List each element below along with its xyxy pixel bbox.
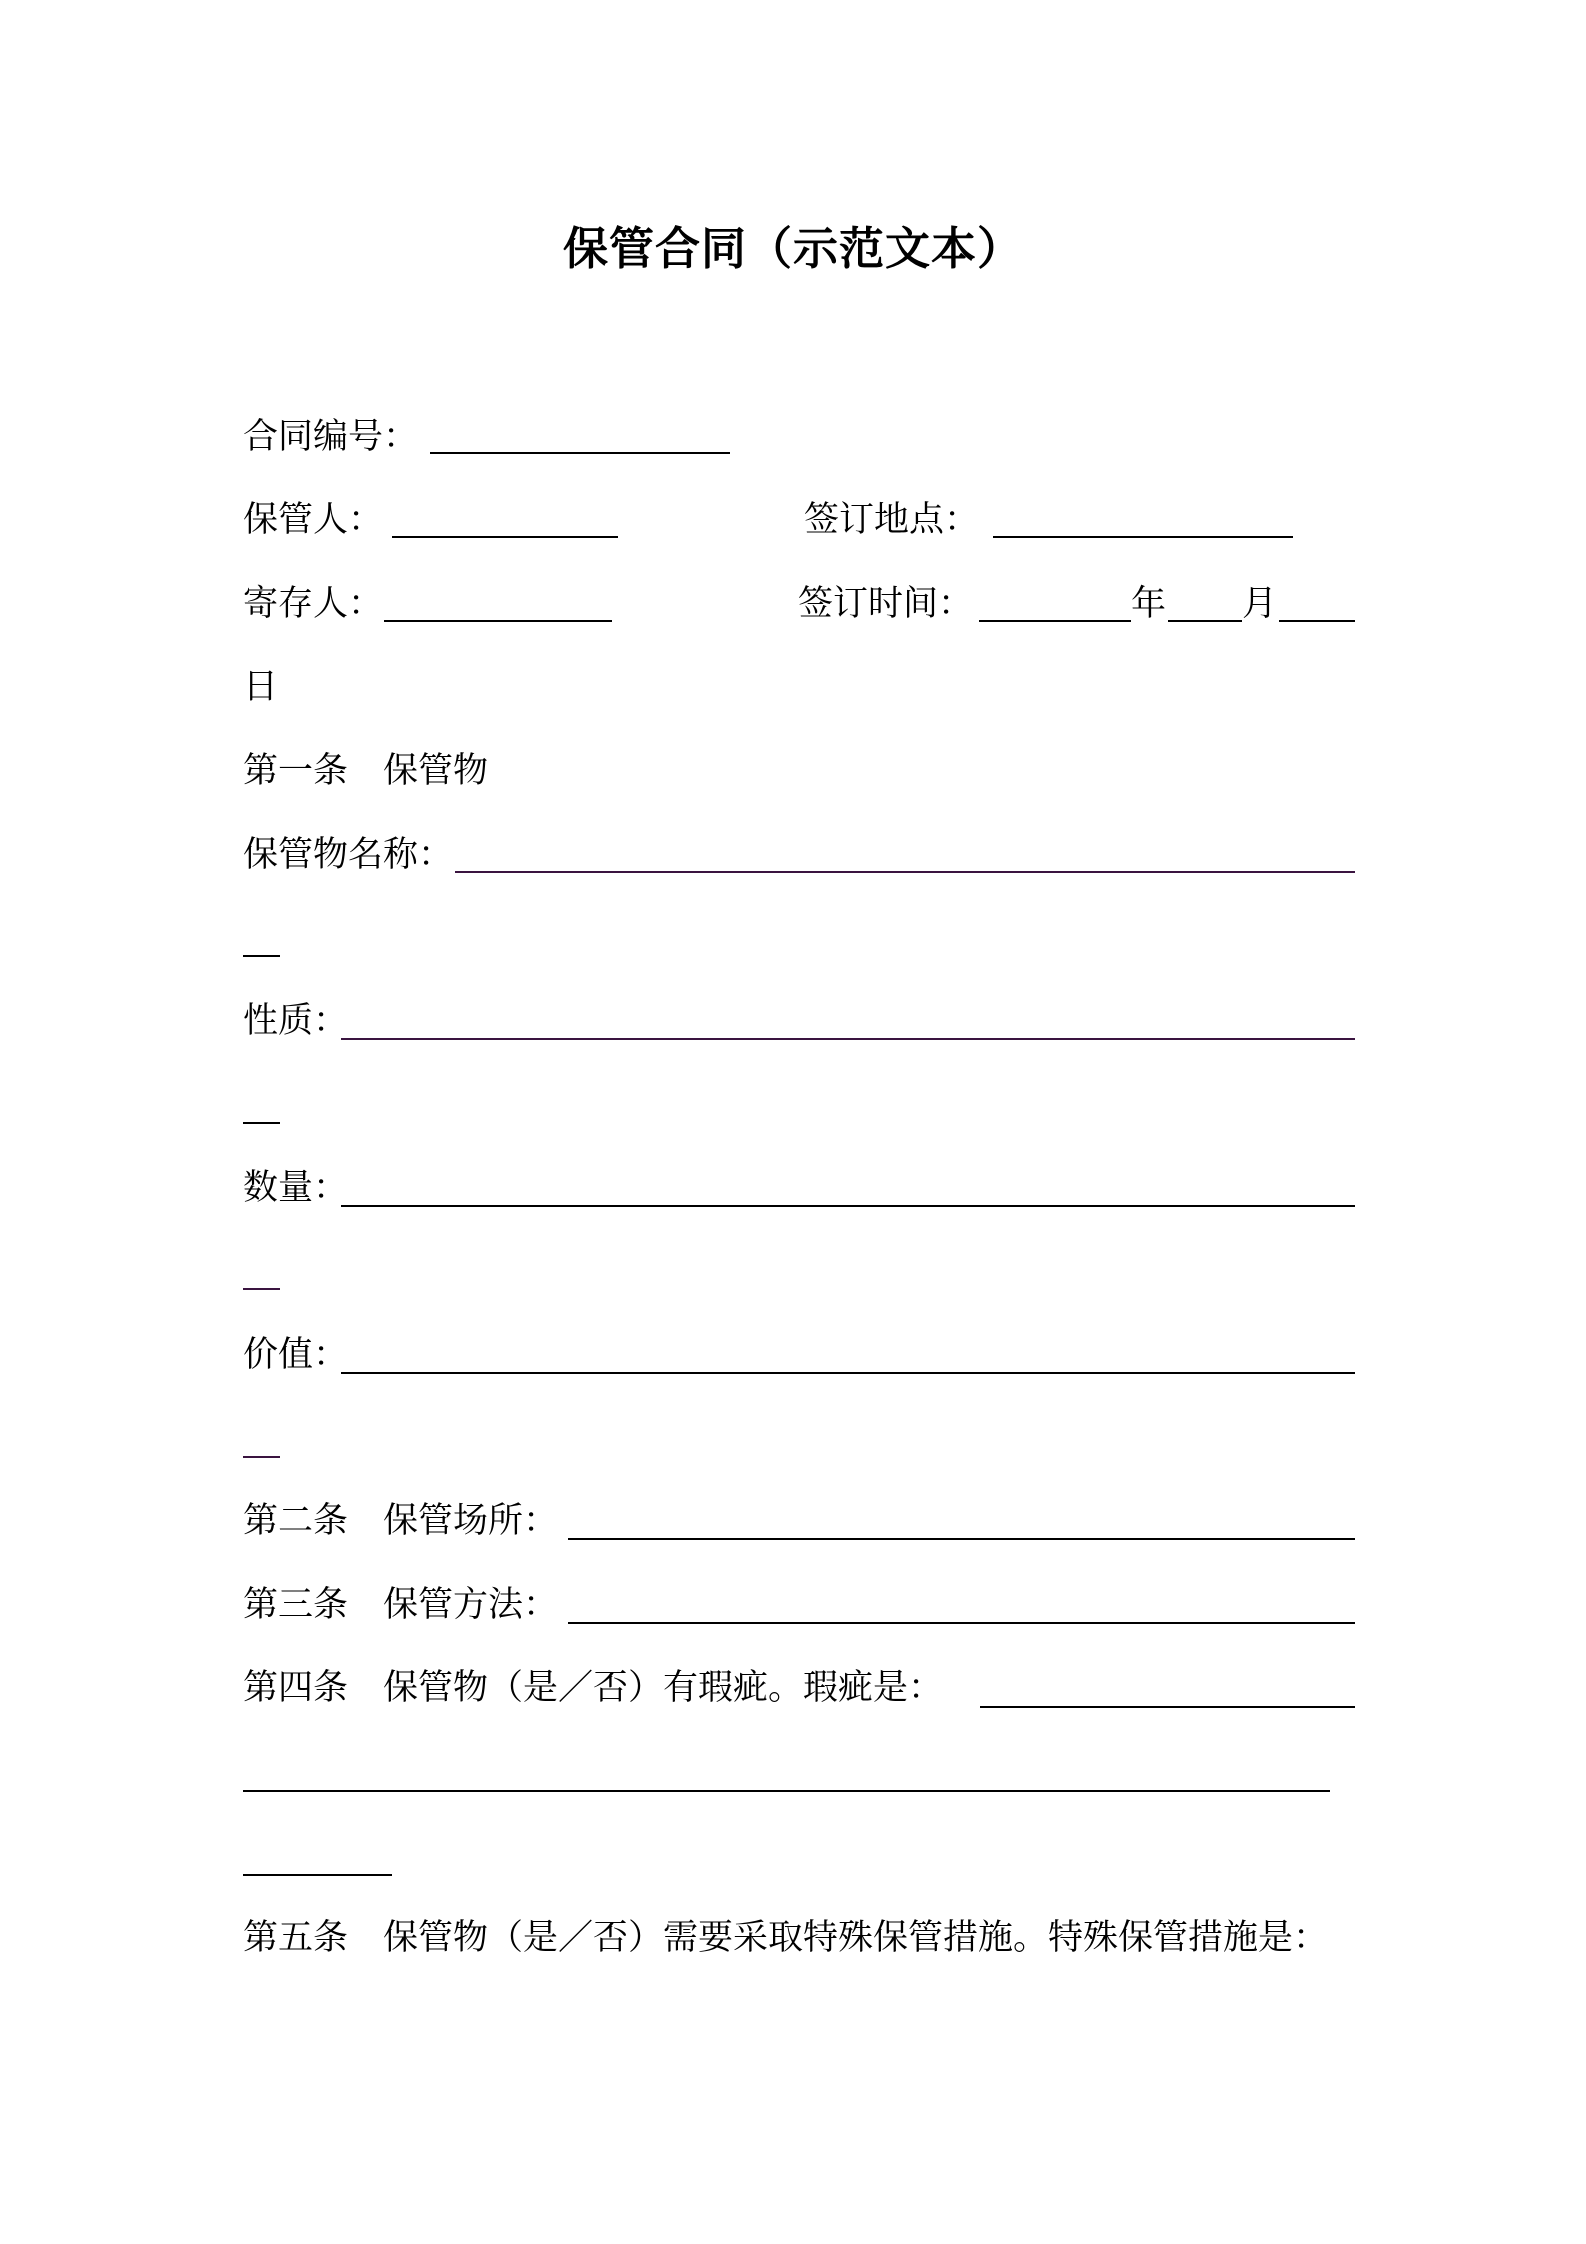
contract-no-field[interactable]	[430, 452, 730, 454]
value-field[interactable]	[341, 1372, 1355, 1374]
year-label: 年	[1131, 584, 1167, 624]
month-label: 月	[1242, 584, 1278, 624]
sign-day-field[interactable]	[1279, 620, 1355, 622]
nature-label: 性质：	[243, 1001, 349, 1041]
defect-field[interactable]	[980, 1706, 1355, 1708]
contract-no-label: 合同编号：	[243, 417, 419, 457]
custodian-label: 保管人：	[243, 500, 384, 540]
day-label: 日	[243, 667, 279, 707]
article3-heading: 第三条 保管方法：	[243, 1585, 559, 1625]
custodian-field[interactable]	[392, 536, 618, 538]
article2-heading: 第二条 保管场所：	[243, 1501, 559, 1541]
sign-place-field[interactable]	[993, 536, 1293, 538]
quantity-field[interactable]	[341, 1205, 1355, 1207]
item-name-field[interactable]	[455, 871, 1355, 873]
item-name-field-cont[interactable]	[243, 955, 280, 957]
sign-month-field[interactable]	[1168, 620, 1242, 622]
value-label: 价值：	[243, 1335, 349, 1375]
defect-field-line3[interactable]	[243, 1874, 392, 1876]
defect-field-line2[interactable]	[243, 1790, 1330, 1792]
depositor-label: 寄存人：	[243, 584, 384, 624]
quantity-label: 数量：	[243, 1168, 349, 1208]
page-title: 保管合同（示范文本）	[562, 222, 1023, 275]
quantity-field-cont[interactable]	[243, 1288, 280, 1290]
sign-place-label: 签订地点：	[804, 500, 980, 540]
value-field-cont[interactable]	[243, 1456, 280, 1458]
sign-time-label: 签订时间：	[798, 584, 974, 624]
article4-text: 第四条 保管物（是／否）有瑕疵。瑕疵是：	[243, 1668, 944, 1708]
storage-method-field[interactable]	[568, 1622, 1355, 1624]
article1-heading: 第一条 保管物	[243, 751, 489, 791]
depositor-field[interactable]	[384, 620, 612, 622]
item-name-label: 保管物名称：	[243, 835, 454, 875]
nature-field-cont[interactable]	[243, 1122, 280, 1124]
sign-year-field[interactable]	[979, 620, 1131, 622]
article5-text: 第五条 保管物（是／否）需要采取特殊保管措施。特殊保管措施是：	[243, 1918, 1329, 1958]
nature-field[interactable]	[341, 1038, 1355, 1040]
storage-place-field[interactable]	[568, 1538, 1355, 1540]
